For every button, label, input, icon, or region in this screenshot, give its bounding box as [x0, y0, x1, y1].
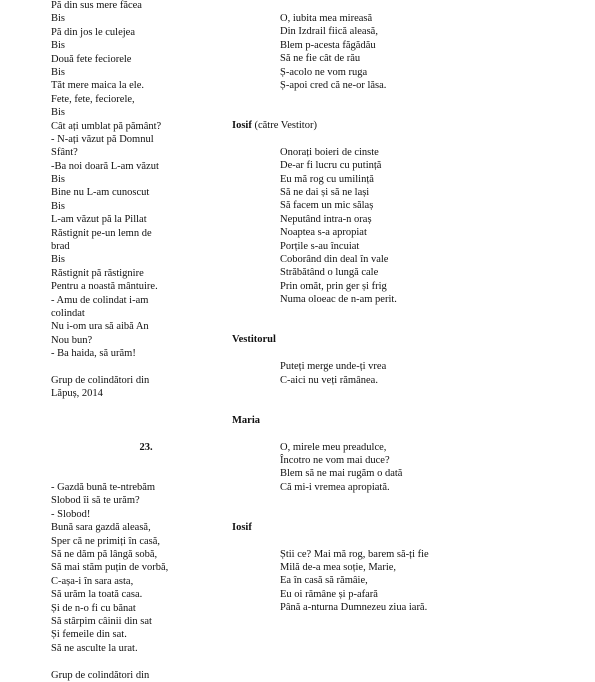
speaker-iosif-2: Iosif — [232, 521, 252, 533]
speaker-name: Iosif — [232, 120, 252, 132]
song-number: 23. — [139, 441, 153, 453]
verse-line: O, mirele meu preadulce, — [280, 441, 387, 453]
left-top-stanza — [51, 0, 241, 361]
maria-stanza — [232, 441, 562, 495]
verse-line: brad — [51, 241, 70, 253]
verse-line: Știi ce? Mai mă rog, barem să-ți fie — [280, 548, 429, 560]
verse-line: O, iubita mea mireasă — [280, 13, 373, 24]
verse-line: Încotro ne vom mai duce? — [280, 454, 390, 466]
verse-line: colindat — [51, 307, 85, 319]
verse-line: Bis — [51, 254, 66, 266]
verse-line: Să ne fie cât de rău — [280, 53, 361, 65]
verse-line: Răstignit pă răstignire — [51, 267, 144, 279]
verse-line: Bună sara gazdă aleasă, — [51, 522, 151, 534]
right-column — [232, 12, 562, 615]
iosif-1-stanza — [232, 146, 562, 307]
verse-line: - Ba haida, să urăm! — [51, 348, 136, 360]
verse-line: Noaptea s-a apropiat — [280, 227, 367, 239]
verse-line: - Amu de colindat i-am — [51, 294, 149, 306]
verse-line: C-aici nu veți rămânea. — [280, 374, 378, 386]
verse-line: L-am văzut pă la Pillat — [51, 214, 147, 226]
verse-line: - Slobod! — [51, 508, 91, 520]
verse-line: Eu oi rămâne și p-afară — [280, 588, 378, 600]
verse-line: Slobod îi să te urăm? — [51, 495, 140, 507]
verse-line: - Gazdă bună te-ntrebăm — [51, 482, 156, 494]
verse-line: Bis — [51, 13, 66, 25]
verse-line: Din Izdrail fiică aleasă, — [280, 26, 378, 38]
verse-line: Pă din sus mere făcea — [51, 0, 142, 11]
verse-line: Că mi-i vremea apropiată. — [280, 481, 390, 493]
verse-line: Bis — [51, 174, 66, 186]
verse-line: Nou bun? — [51, 334, 93, 346]
speaker-iosif-1 — [232, 119, 562, 132]
verse-line: Tăt mere maica la ele. — [51, 80, 144, 92]
verse-line: Să facem un mic sălaș — [280, 200, 374, 212]
right-intro-stanza — [232, 12, 562, 92]
verse-line: Porțile s-au încuiat — [280, 240, 360, 252]
verse-line: Ea în casă să rămâie, — [280, 575, 368, 587]
verse-line: Până a-nturna Dumnezeu ziua iară. — [280, 602, 428, 614]
verse-line: Străbătând o lungă cale — [280, 267, 379, 279]
left-song-stanza — [51, 481, 241, 655]
verse-line: Bis — [51, 66, 66, 78]
verse-line: Prin omăt, prin ger și frig — [280, 280, 387, 292]
verse-line: Să urăm la toată casa. — [51, 589, 143, 601]
verse-line: Să ne dăm pă lângă sobă, — [51, 549, 158, 561]
verse-line: Onorați boieri de cinste — [280, 146, 379, 158]
left-source-1 — [51, 374, 241, 401]
verse-line: - N-ați văzut pă Domnul — [51, 133, 154, 145]
verse-line: Bis — [51, 200, 66, 212]
verse-line: Două fete feciorele — [51, 53, 132, 65]
verse-line: Cât ați umblat pă pământ? — [51, 120, 162, 132]
verse-line: Grup de colindători din — [51, 374, 150, 386]
verse-line: Nu i-om ura să aibă An — [51, 321, 149, 333]
verse-line: Răstignit pe-un lemn de — [51, 227, 152, 239]
verse-line: -Ba noi doară L-am văzut — [51, 160, 159, 172]
speaker-note: (către Vestitor) — [251, 120, 317, 132]
verse-line: Ș-acolo ne vom ruga — [280, 66, 368, 78]
verse-line: Blem să ne mai rugăm o dată — [280, 468, 403, 480]
left-source-2 — [51, 669, 241, 682]
verse-line: Bine nu L-am cunoscut — [51, 187, 150, 199]
verse-line: Să stârpim câinii din sat — [51, 615, 152, 627]
verse-line: Să mai stăm puțin de vorbă, — [51, 562, 169, 574]
verse-line: Lăpuș, 2014 — [51, 388, 103, 400]
verse-line: Eu mă rog cu umilință — [280, 173, 374, 185]
verse-line: Coborând din deal în vale — [280, 254, 389, 266]
verse-line: Ș-apoi cred că ne-or lăsa. — [280, 79, 387, 91]
left-column — [51, 0, 241, 682]
verse-line: Pentru a noastă mântuire. — [51, 281, 158, 293]
verse-line: Și de n-o fi cu bănat — [51, 602, 136, 614]
verse-line: Numa oloeac de n-am perit. — [280, 294, 397, 306]
verse-line: C-așa-i în sara asta, — [51, 575, 134, 587]
verse-line: Puteți merge unde-ți vrea — [280, 361, 387, 373]
iosif-2-stanza — [232, 548, 562, 615]
verse-line: Sper că ne primiți în casă, — [51, 535, 161, 547]
verse-line: Bis — [51, 40, 66, 52]
verse-line: Blem p-acesta făgădău — [280, 39, 376, 51]
verse-line: Grup de colindători din — [51, 669, 150, 681]
verse-line: Să ne dai și să ne lași — [280, 187, 370, 199]
verse-line: Pă din jos le culejea — [51, 26, 135, 38]
verse-line: Fete, fete, feciorele, — [51, 93, 135, 105]
speaker-vestitorul: Vestitorul — [232, 334, 276, 346]
verse-line: Neputând intra-n oraș — [280, 213, 372, 225]
verse-line: Sfânt? — [51, 147, 78, 159]
verse-line: De-ar fi lucru cu putință — [280, 160, 382, 172]
verse-line: Bis — [51, 107, 66, 119]
vestitorul-stanza — [232, 360, 562, 387]
verse-line: Și femeile din sat. — [51, 629, 127, 641]
verse-line: Să ne asculte la urat. — [51, 642, 138, 654]
speaker-maria: Maria — [232, 414, 260, 426]
verse-line: Milă de-a mea soție, Marie, — [280, 562, 397, 574]
